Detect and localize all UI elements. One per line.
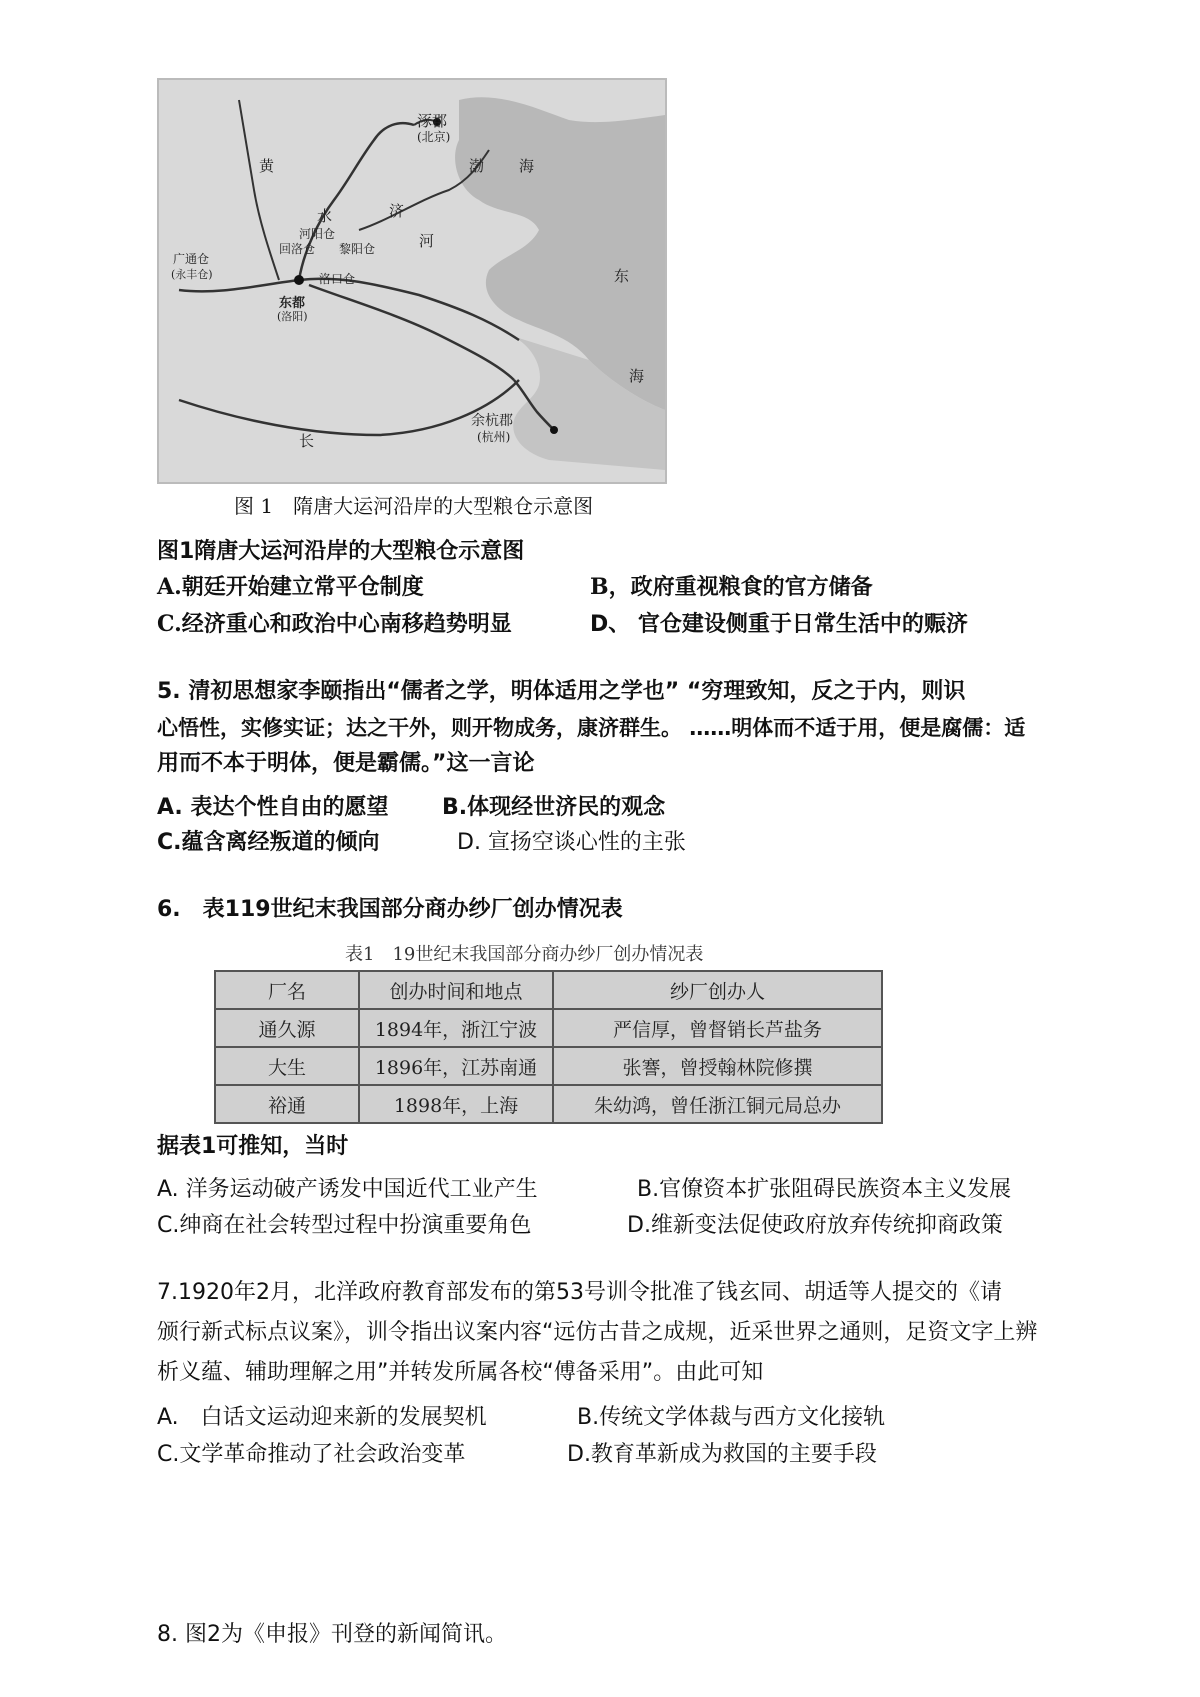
label-ji: 济 bbox=[389, 202, 405, 220]
table-row bbox=[215, 1047, 882, 1085]
q4-option-a: A.朝廷开始建立常平仓制度 bbox=[157, 574, 424, 600]
q7-option-c: C.文学革命推动了社会政治变革 bbox=[157, 1442, 466, 1467]
table-header: 纱厂创办人 bbox=[553, 971, 882, 1009]
table-cell: 裕通 bbox=[215, 1085, 359, 1123]
table-row bbox=[215, 1085, 882, 1123]
q6-option-b: B.官僚资本扩张阻碍民族资本主义发展 bbox=[637, 1177, 1012, 1202]
q7-line2: 颁行新式标点议案》，训令指出议案内容“远仿古昔之成规，近采世界之通则，足资文字上辨 bbox=[157, 1320, 1038, 1345]
q5-option-b: B.体现经世济民的观念 bbox=[442, 795, 666, 820]
yuhang-dot bbox=[550, 426, 558, 434]
table-row bbox=[215, 1009, 882, 1047]
map-graphic bbox=[159, 80, 665, 482]
q7-option-b: B.传统文学体裁与西方文化接轨 bbox=[577, 1405, 886, 1430]
table-cell: 张謇，曾授翰林院修撰 bbox=[553, 1047, 882, 1085]
q4-option-c: C.经济重心和政治中心南移趋势明显 bbox=[157, 611, 512, 637]
table-header-row bbox=[215, 971, 882, 1009]
q6-option-a: A. 洋务运动破产诱发中国近代工业产生 bbox=[157, 1177, 538, 1202]
q8-line1: 8. 图2为《申报》刊登的新闻简讯。 bbox=[157, 1622, 507, 1647]
q7-line1: 7.1920年2月，北洋政府教育部发布的第53号训令批准了钱玄同、胡适等人提交的《请 bbox=[157, 1280, 1002, 1305]
huanghe-river bbox=[179, 279, 519, 340]
q4-option-b: B，政府重视粮食的官方储备 bbox=[590, 574, 873, 600]
q6-option-c: C.绅商在社会转型过程中扮演重要角色 bbox=[157, 1213, 532, 1238]
table-cell: 1898年，上海 bbox=[359, 1085, 553, 1123]
table-cell: 严信厚，曾督销长芦盐务 bbox=[553, 1009, 882, 1047]
label-huang: 黄 bbox=[259, 157, 275, 175]
q5-option-d: D. 宣扬空谈心性的主张 bbox=[457, 830, 686, 855]
label-liyangcang: 黎阳仓 bbox=[339, 242, 376, 256]
label-dongdu: 东都 bbox=[279, 296, 306, 311]
figure1-caption: 图 1 隋唐大运河沿岸的大型粮仓示意图 bbox=[234, 494, 594, 518]
q5-option-c: C.蕴含离经叛道的倾向 bbox=[157, 830, 380, 855]
label-he: 河 bbox=[419, 232, 435, 250]
table-cell: 大生 bbox=[215, 1047, 359, 1085]
label-yongfengcang: (永丰仓) bbox=[171, 268, 213, 281]
label-luokoucang: 洛口仓 bbox=[319, 272, 356, 286]
table-header: 创办时间和地点 bbox=[359, 971, 553, 1009]
q7-option-d: D.教育革新成为救国的主要手段 bbox=[567, 1442, 877, 1467]
q5-line3: 用而不本于明体，便是霸儒。”这一言论 bbox=[157, 751, 535, 776]
table-cell: 朱幼鸿，曾任浙江铜元局总办 bbox=[553, 1085, 882, 1123]
q7-line3: 析义蕴、辅助理解之用”并转发所属各校“傅备采用”。由此可知 bbox=[157, 1360, 764, 1385]
label-yuhangjun: 余杭郡 bbox=[471, 413, 513, 429]
label-zhuojun: 涿郡 bbox=[417, 112, 448, 130]
table-cell: 1896年，江苏南通 bbox=[359, 1047, 553, 1085]
table-header: 厂名 bbox=[215, 971, 359, 1009]
q6-title: 6. 表119世纪末我国部分商办纱厂创办情况表 bbox=[157, 897, 623, 922]
q7-option-a: A. 白话文运动迎来新的发展契机 bbox=[157, 1405, 487, 1430]
label-guangtongcang: 广通仓 bbox=[173, 252, 210, 266]
label-luoyang: (洛阳) bbox=[277, 310, 308, 323]
label-shui: 水 bbox=[317, 207, 333, 225]
table-cell: 通久源 bbox=[215, 1009, 359, 1047]
q4-option-d: D、 官仓建设侧重于日常生活中的赈济 bbox=[590, 612, 968, 637]
q4-title: 图1隋唐大运河沿岸的大型粮仓示意图 bbox=[157, 539, 525, 564]
q5-line2: 心悟性，实修实证；达之干外，则开物成务，康济群生。 ……明体而不适于用，便是腐儒：适 bbox=[157, 716, 1026, 740]
canal-granary-map bbox=[157, 78, 667, 484]
dongdu-dot bbox=[294, 275, 304, 285]
fen-river bbox=[239, 100, 279, 280]
label-bohai: 渤 bbox=[469, 157, 485, 175]
label-beijing: (北京) bbox=[417, 130, 451, 144]
table-cell: 1894年，浙江宁波 bbox=[359, 1009, 553, 1047]
changjiang-river bbox=[179, 380, 519, 435]
label-hangzhou: (杭州) bbox=[477, 430, 511, 444]
label-chang: 长 bbox=[299, 432, 315, 450]
q5-option-a: A. 表达个性自由的愿望 bbox=[157, 795, 389, 820]
table1-caption: 表1 19世纪末我国部分商办纱厂创办情况表 bbox=[345, 944, 704, 965]
q6-option-d: D.维新变法促使政府放弃传统抑商政策 bbox=[627, 1213, 1003, 1238]
table1 bbox=[214, 970, 883, 1124]
label-dong: 东 bbox=[614, 267, 630, 285]
label-huiluocang: 回洛仓 bbox=[279, 242, 316, 256]
label-hai2: 海 bbox=[629, 367, 645, 385]
label-heyangcang: 河阳仓 bbox=[299, 227, 336, 241]
q6-stem: 据表1可推知，当时 bbox=[157, 1134, 349, 1159]
q5-line1: 5. 清初思想家李颐指出“儒者之学，明体适用之学也” “穷理致知，反之于内，则识 bbox=[157, 679, 966, 704]
label-hai: 海 bbox=[519, 157, 535, 175]
tongji-canal bbox=[309, 285, 514, 380]
